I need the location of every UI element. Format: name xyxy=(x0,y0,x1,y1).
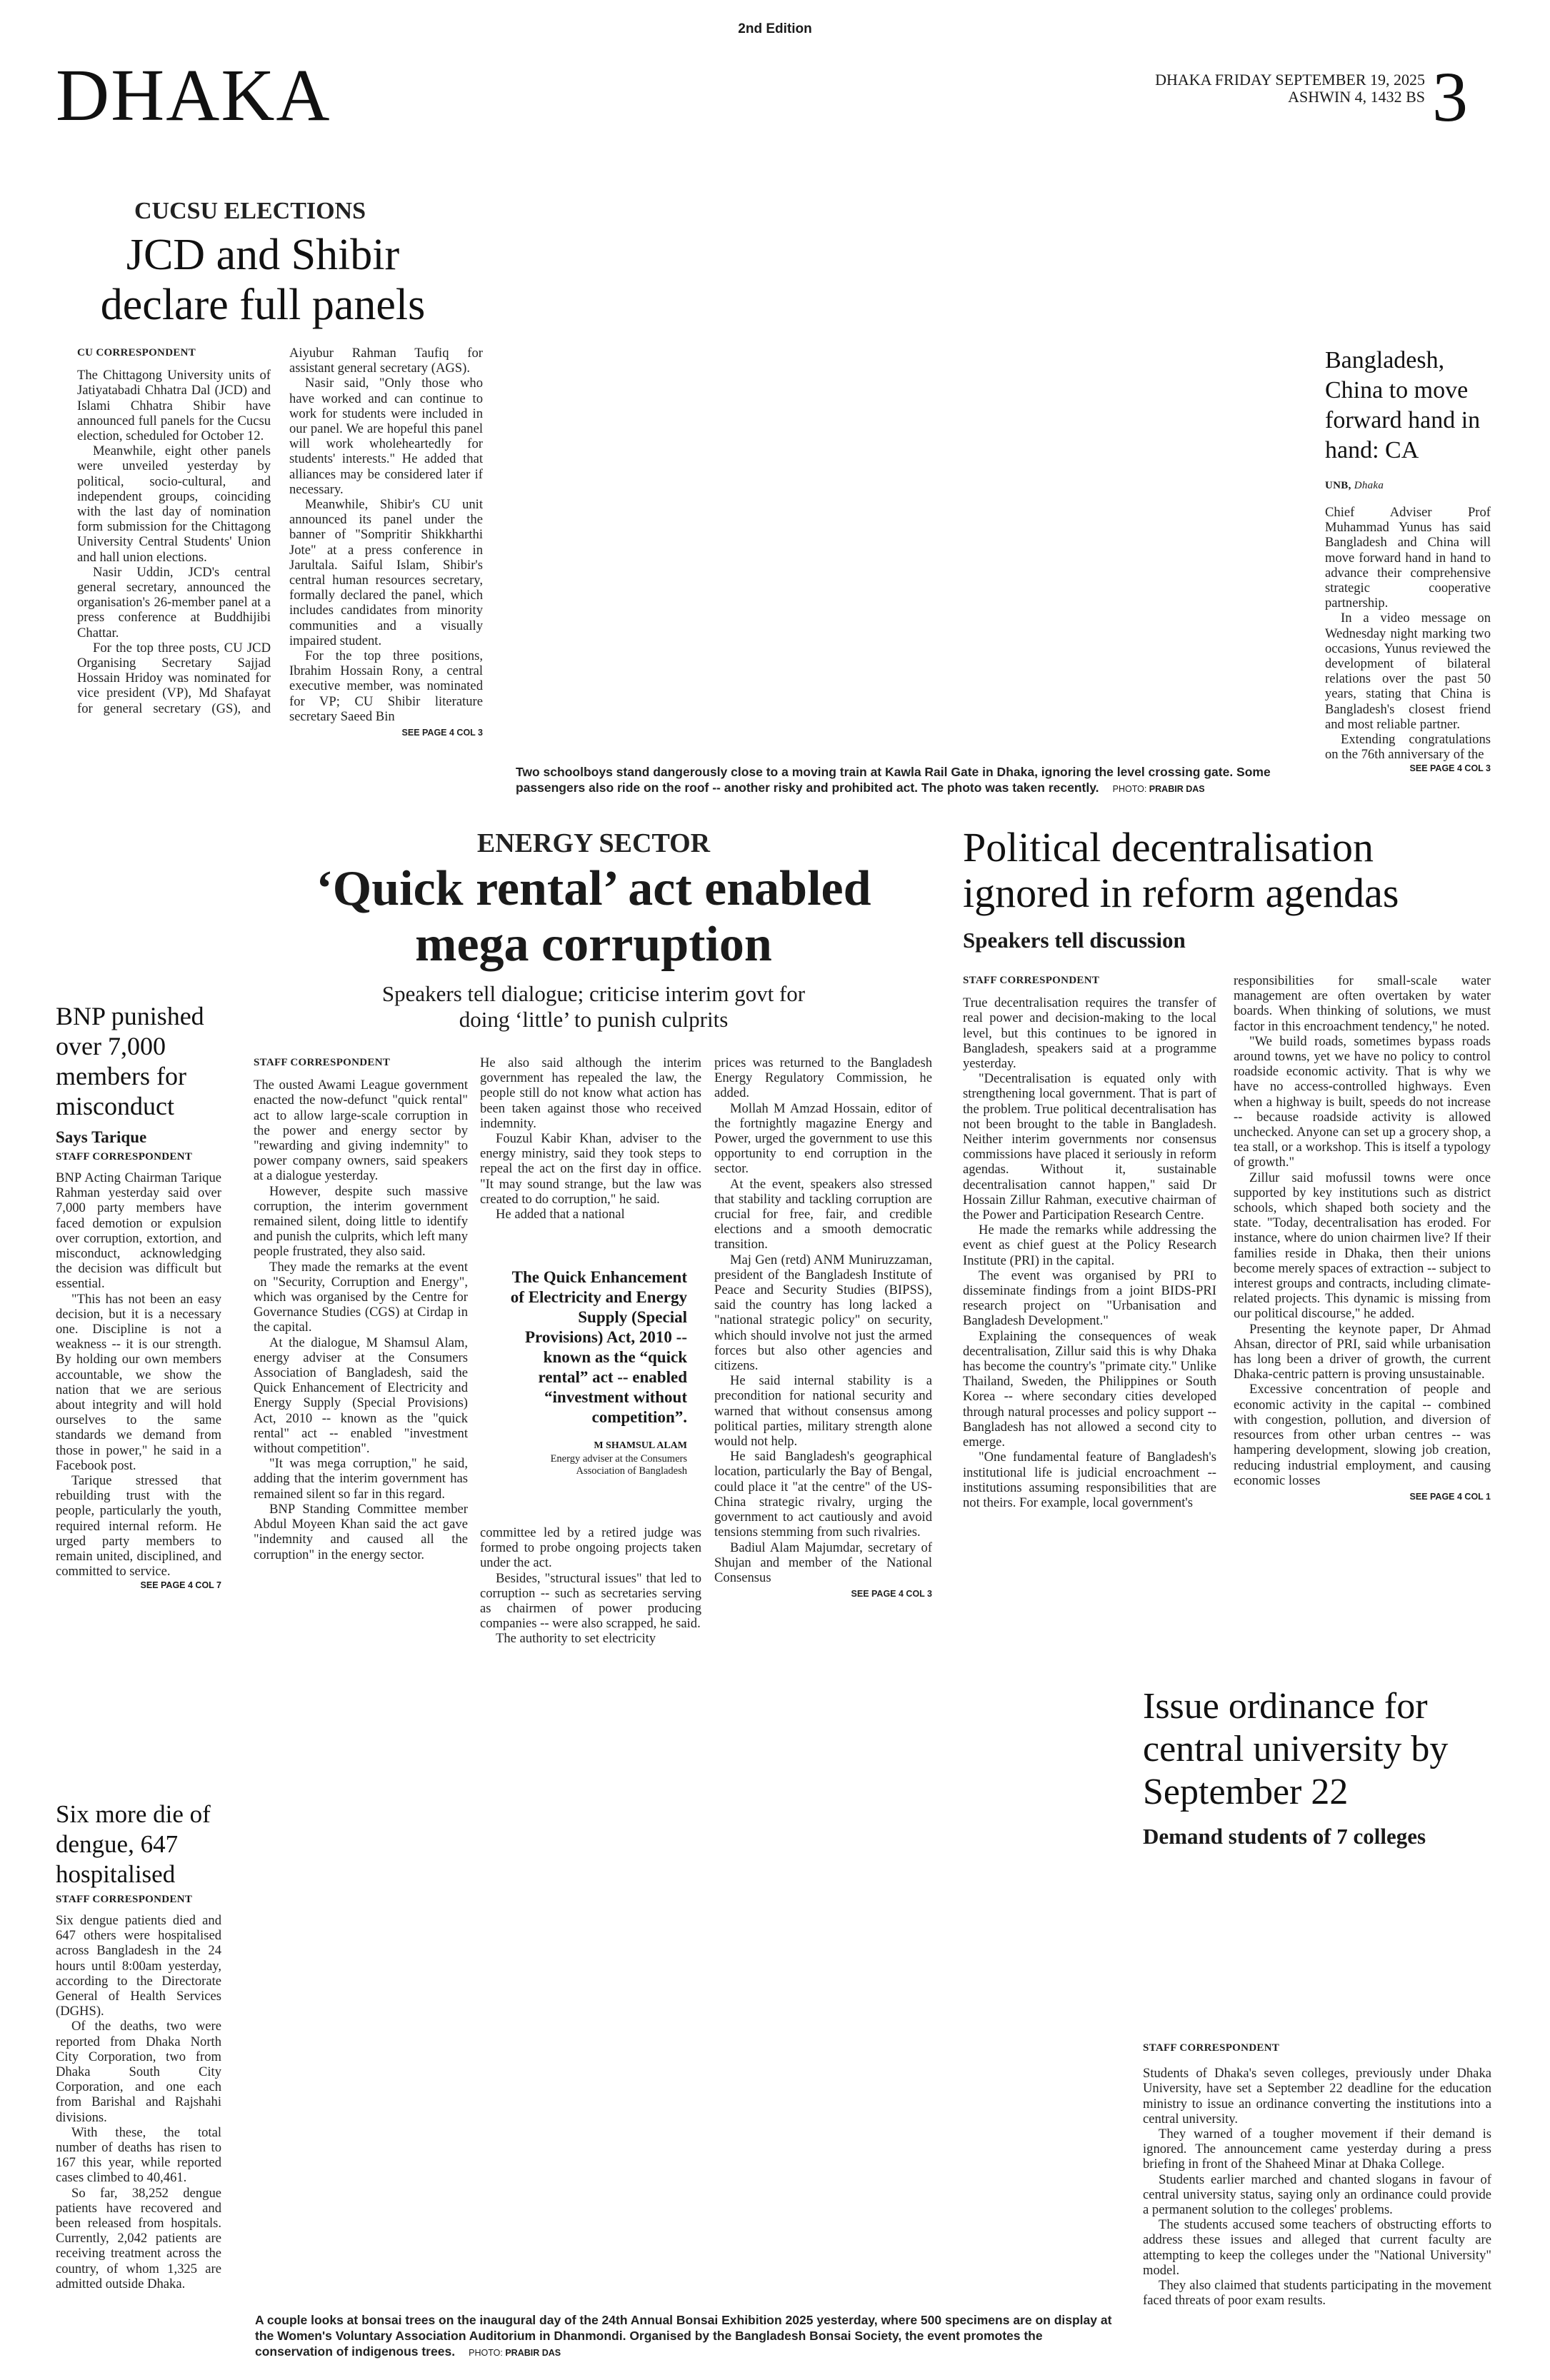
paragraph: committee led by a retired judge was formed to probe ongoing projects taken under the act. xyxy=(480,1525,701,1571)
paragraph: At the event, speakers also stressed that stability and tackling corruption are crucial for free, fair, and credible elections and a smooth democratic transition. xyxy=(714,1176,932,1252)
bnp-story xyxy=(56,1001,221,1590)
paragraph: Besides, "structural issues" that led to corruption -- such as secretaries serving as chairmen of power producing companies -- were also scrapped, he said. xyxy=(480,1570,701,1632)
date-line xyxy=(1114,71,1425,106)
paragraph: For the top three posts, CU JCD Organising Secretary Sajjad Hossain Hridoy was nominated for vice president (VP), Md Shafayat for general secretary (GS), and Aiyubur Rahman Taufiq for assistant general secretary (AGS). xyxy=(77,346,483,716)
bonsai-photo xyxy=(254,1667,1121,2310)
paragraph: For the top three positions, Ibrahim Hossain Rony, a central executive member, was nominated for VP; CU Shibir literature secretary Saeed Bin xyxy=(289,648,483,724)
issue-date: DHAKA FRIDAY SEPTEMBER 19, 2025 xyxy=(1155,71,1425,89)
paragraph: Fouzul Kabir Khan, adviser to the energy ministry, said they took steps to repeal the act on the first day in office. "It may sound strange, but the law was created to do corruption," he said. xyxy=(480,1131,701,1207)
byline: STAFF CORRESPONDENT xyxy=(254,1057,391,1068)
paragraph: At the dialogue, M Shamsul Alam, energy adviser at the Consumers Association of Bangladesh, said the Quick Enhancement of Electricity and Energy Supply (Special Provisions) Act, 2010 -- known as the "quick rental" act -- enabled "investment without competition". xyxy=(254,1335,468,1457)
story-headline: Issue ordinance for central university by September 22 xyxy=(1143,1686,1449,1812)
paragraph: Badiul Alam Majumdar, secretary of Shujan and member of the National Consensus xyxy=(714,1540,932,1585)
paragraph: He added that a national xyxy=(496,1207,625,1222)
pull-quote xyxy=(500,1267,687,1477)
train-photo xyxy=(514,107,1300,763)
paragraph: The ousted Awami League government enacted the now-defunct "quick rental" act to allow large-scale corruption in the power and energy sector by "rewarding and giving indemnity" to power company owners, said speakers at a dialogue yesterday. xyxy=(254,1078,468,1184)
story-subhead: Speakers tell dialogue; criticise interim govt for doing ‘little’ to punish culprits xyxy=(381,981,806,1032)
story-headline: Political decentralisation ignored in reform agendas xyxy=(963,824,1399,916)
paragraph: Students of Dhaka's seven colleges, previously under Dhaka University, have set a September 22 deadline for the education ministry to issue an ordinance converting the institutions into a central university. xyxy=(1143,2066,1491,2127)
energy-story xyxy=(254,828,934,1033)
dengue-story xyxy=(56,1799,221,2291)
byline: STAFF CORRESPONDENT xyxy=(56,1894,193,1905)
story-kicker: ENERGY SECTOR xyxy=(476,828,711,858)
byline: UNB, Dhaka xyxy=(1325,480,1384,491)
bangla-date: ASHWIN 4, 1432 BS xyxy=(1288,88,1425,106)
story-headline: Bangladesh, China to move forward hand in hand: CA xyxy=(1325,347,1481,463)
story-headline: JCD and Shibir declare full panels xyxy=(100,231,426,329)
paragraph: Explaining the consequences of weak decentralisation, Zillur said this is why Dhaka has become the country's "primate city." Unlike Thailand, Sweden, the Philippines or South Korea -- where secondary cities developed through natural processes and policy support -- Bangladesh has not allowed a second city to emerge. xyxy=(963,1328,1216,1450)
decentral-col1 xyxy=(963,973,1216,1510)
paragraph: Students earlier marched and chanted slogans in favour of central university status, saying only an ordinance could provide a permanent solution to the colleges' problems. xyxy=(1143,2171,1491,2218)
paragraph: True decentralisation requires the transfer of real power and decision-making to the local level, but this continues to be ignored in Bangladesh, speakers said at a programme yesterday. xyxy=(963,995,1216,1072)
story-subhead: Says Tarique xyxy=(56,1128,147,1146)
story-headline: Six more die of dengue, 647 hospitalised xyxy=(56,1800,211,1888)
paragraph: The students accused some teachers of obstructing efforts to address these issues and alleged that current faculty are attempting to keep the colleges under the "National University" model. xyxy=(1143,2217,1491,2278)
byline: STAFF CORRESPONDENT xyxy=(1143,2042,1280,2054)
quote-title: Energy adviser at the Consumers Association of Bangladesh xyxy=(550,1453,687,1477)
paragraph: Meanwhile, eight other panels were unveiled yesterday by political, socio-cultural, and independent groups, coinciding with the last day of nomination form submission for the Chittagong University Central Students' Union and hall union elections. xyxy=(77,443,271,565)
energy-col2-top xyxy=(480,1055,701,1222)
photo-credit: PHOTO: PRABIR DAS xyxy=(1112,784,1205,794)
decentral-col2 xyxy=(1234,973,1491,1505)
jump-link[interactable]: SEE PAGE 4 COL 1 xyxy=(1409,1491,1491,1502)
energy-col1 xyxy=(254,1055,468,1562)
paragraph: Excessive concentration of people and economic activity in the capital -- combined with congestion, pollution, and diversion of resources from other urban centres -- was hampering development, slowing job creation, reducing industrial employment, and causing economic losses xyxy=(1234,1382,1491,1488)
story-subhead: Demand students of 7 colleges xyxy=(1143,1824,1426,1849)
paragraph: Nasir Uddin, JCD's central general secretary, announced the organisation's 26-member panel at a press conference at Buddhijibi Chattar. xyxy=(77,564,271,641)
byline: CU CORRESPONDENT xyxy=(77,347,196,358)
section-title: DHAKA xyxy=(56,54,331,136)
paragraph: "It was mega corruption," he said, adding that the interim government has remained silent so far in this regard. xyxy=(254,1456,468,1502)
paragraph: Zillur said mofussil towns were once supported by key institutions such as district schools, which shaped both society and the state. "Today, decentralisation has eroded. For instance, where do union chairmen live? If their families reside in Dhaka, then their unions become merely spaces of extraction -- subject to interest groups and contracts, including climate-related projects. This dynamic is missing from our political discourse," he added. xyxy=(1234,1170,1491,1322)
paragraph: The authority to set electricity xyxy=(496,1631,656,1647)
paragraph: Nasir said, "Only those who have worked and can continue to work for students were included in our panel. We are hopeful this panel will work wholeheartedly for students' interests." He added that alliances may be considered later if necessary. xyxy=(289,376,483,497)
cucsu-story xyxy=(79,197,482,330)
paragraph: Of the deaths, two were reported from Dhaka North City Corporation, two from Dhaka South City Corporation, and one each from Barishal and Rajshahi divisions. xyxy=(56,2019,221,2125)
paragraph: He said Bangladesh's geographical location, particularly the Bay of Bengal, could place it "at the centre" of the US-China strategic rivalry, urging the government to act cautiously and avoid tensions stemming from such rivalries. xyxy=(714,1449,932,1540)
paragraph: "This has not been an easy decision, but it is a necessary one. Discipline is not a weakness -- it is our strength. By holding our own members accountable, we show the nation that we are serious about integrity and will hold ourselves to the same standards we demand from those in power," he said in a Facebook post. xyxy=(56,1291,221,1473)
cucsu-body xyxy=(77,346,483,780)
page-number: 3 xyxy=(1432,57,1468,136)
edition-label: 2nd Edition xyxy=(738,21,812,36)
paragraph: prices was returned to the Bangladesh Energy Regulatory Commission, he added. xyxy=(714,1055,932,1101)
quote-text: The Quick Enhancement of Electricity and Energy Supply (Special Provisions) Act, 2010 -- known as the “quick rental” act -- enabled “investment without competition”. xyxy=(510,1268,687,1426)
energy-col3 xyxy=(714,1055,932,1602)
paragraph: Six dengue patients died and 647 others were hospitalised across Bangladesh in the 24 hours until 8:00am yesterday, according to the Directorate General of Health Services (DGHS). xyxy=(56,1913,221,2019)
paragraph: The event was organised by PRI to disseminate findings from a joint BIDS-PRI research project on "Urbanisation and Bangladesh Development." xyxy=(963,1267,1216,1329)
paragraph: "One fundamental feature of Bangladesh's institutional life is judicial encroachment -- institutions assuming responsibilities that are not theirs. For example, local government's xyxy=(963,1450,1216,1510)
ordinance-photo xyxy=(1143,1871,1493,2035)
ordinance-body xyxy=(1143,2041,1491,2308)
paragraph: Mollah M Amzad Hossain, editor of the fortnightly magazine Energy and Power, urged the government to use this opportunity to end corruption in the sector. xyxy=(714,1100,932,1177)
jump-link[interactable]: SEE PAGE 4 COL 3 xyxy=(401,728,483,738)
caption-text: A couple looks at bonsai trees on the inaugural day of the 24th Annual Bonsai Exhibition 2025 yesterday, where 500 specimens are on display at the Women's Voluntary Association Auditorium in Dhanmondi. Organised by the Bangladesh Bonsai Society, the event promotes the conservation of indigenous trees. xyxy=(255,2313,1112,2359)
paragraph: "We build roads, sometimes bypass roads around towns, yet we have no policy to control roadside economic activity. That is why we have no access-controlled highways. Even when a highway is built, speeds do not increase -- because roadside activity is allowed unchecked. Anyone can set up a grocery shop, a tea stall, or a workshop. This is itself a typology of growth." xyxy=(1234,1033,1491,1170)
paragraph: The Chittagong University units of Jatiyatabadi Chhatra Dal (JCD) and Islami Chhatra Shibir have announced full panels for the Cucsu election, scheduled for October 12. xyxy=(77,368,271,444)
byline: STAFF CORRESPONDENT xyxy=(963,975,1100,986)
paragraph: BNP Standing Committee member Abdul Moyeen Khan said the act gave "indemnity and caused all the corruption" in the energy sector. xyxy=(254,1501,468,1562)
paragraph: With these, the total number of deaths has risen to 167 this year, while reported cases climbed to 40,461. xyxy=(56,2124,221,2186)
photo-credit: PHOTO: PRABIR DAS xyxy=(469,2348,561,2358)
byline: STAFF CORRESPONDENT xyxy=(56,1151,193,1163)
paragraph: BNP Acting Chairman Tarique Rahman yesterday said over 7,000 party members have faced demotion or expulsion over corruption, extortion, and misconduct, acknowledging the decision was difficult but essential. xyxy=(56,1170,221,1292)
jump-link[interactable]: SEE PAGE 4 COL 3 xyxy=(1409,763,1491,774)
paragraph: Chief Adviser Prof Muhammad Yunus has said Bangladesh and China will move forward hand in hand to advance their comprehensive strategic cooperative partnership. xyxy=(1325,505,1491,611)
story-subhead: Speakers tell discussion xyxy=(963,928,1186,953)
paragraph: In a video message on Wednesday night marking two occasions, Yunus reviewed the development of bilateral relations over the past 50 years, stating that China is Bangladesh's closest friend and most reliable partner. xyxy=(1325,611,1491,732)
story-kicker: CUCSU ELECTIONS xyxy=(134,198,366,224)
ordinance-story xyxy=(1143,1685,1493,1849)
story-headline: BNP punished over 7,000 members for misconduct xyxy=(56,1002,204,1120)
paragraph: They also claimed that students participating in the movement faced threats of poor exam results. xyxy=(1143,2278,1491,2309)
paragraph: He said internal stability is a precondition for national security and warned that without consensus among political parties, military strength alone would not help. xyxy=(714,1373,932,1450)
paragraph: responsibilities for small-scale water management are often overtaken by water boards. When thinking of solutions, we must factor in this encroachment tendency," he noted. xyxy=(1234,973,1491,1034)
paragraph: "Decentralisation is equated only with strengthening local government. That is part of the problem. True political decentralisation has not been brought to the table in Bangladesh. Neither interim governments nor consensus commissions have placed it seriously in reform agendas. Without it, sustainable decentralisation cannot happen," said Dr Hossain Zillur Rahman, executive chairman of the Power and Participation Research Centre. xyxy=(963,1071,1216,1223)
paragraph: Maj Gen (retd) ANM Muniruzzaman, president of the Bangladesh Institute of Peace and Security Studies (BIPSS), said the country has long lacked a "national strategic policy" on security, which should involve not just the armed forces but also other agencies and citizens. xyxy=(714,1252,932,1374)
paragraph: He also said although the interim government has repealed the law, the people still do not know what action has been taken against those who received indemnity. xyxy=(480,1055,701,1131)
decentral-story xyxy=(963,825,1491,953)
jump-link[interactable]: SEE PAGE 4 COL 7 xyxy=(140,1580,221,1591)
train-photo-caption xyxy=(516,764,1273,795)
paragraph: He made the remarks while addressing the event as chief guest at the Policy Research Institute (PRI) in the capital. xyxy=(963,1222,1216,1268)
caption-text: Two schoolboys stand dangerously close to a moving train at Kawla Rail Gate in Dhaka, ignoring the level crossing gate. Some passengers also ride on the roof -- another risky and prohibited act. The photo was taken recently. xyxy=(516,765,1271,795)
energy-col2-bottom xyxy=(480,1525,701,1647)
paragraph: They warned of a tougher movement if their demand is ignored. The announcement came yesterday during a press briefing in front of the Shaheed Minar at Dhaka College. xyxy=(1143,2127,1491,2172)
paragraph: Extending congratulations on the 76th anniversary of the xyxy=(1325,732,1491,763)
china-story xyxy=(1325,346,1491,773)
paragraph: Meanwhile, Shibir's CU unit announced its panel under the banner of "Sompritir Shikkharthi Jote" at a press conference in Jarultala. Saiful Islam, Shibir's central human resources secretary, formally declared the panel, which includes candidates from minority communities and a visually impaired student. xyxy=(289,497,483,648)
story-headline: ‘Quick rental’ act enabled mega corruption xyxy=(316,861,871,972)
paragraph: However, despite such massive corruption, the interim government remained silent, doing little to identify and punish the culprits, which left many people frustrated, they also said. xyxy=(254,1183,468,1260)
paragraph: They made the remarks at the event on "Security, Corruption and Energy", which was organised by the Centre for Governance Studies (CGS) at Cirdap in the capital. xyxy=(254,1259,468,1335)
paragraph: Presenting the keynote paper, Dr Ahmad Ahsan, director of PRI, said while urbanisation has long been a driver of growth, the current Dhaka-centric pattern is proving unsustainable. xyxy=(1234,1321,1491,1382)
jump-link[interactable]: SEE PAGE 4 COL 3 xyxy=(851,1589,932,1600)
bonsai-photo-caption xyxy=(255,2312,1112,2359)
paragraph: So far, 38,252 dengue patients have recovered and been released from hospitals. Currently, 2,042 patients are receiving treatment across the country, of whom 1,325 are admitted outside Dhaka. xyxy=(56,2185,221,2291)
paragraph: Tarique stressed that rebuilding trust with the people, particularly the youth, required internal reform. He urged party members to remain united, disciplined, and committed to service. xyxy=(56,1473,221,1580)
quote-name: M SHAMSUL ALAM xyxy=(594,1440,687,1451)
